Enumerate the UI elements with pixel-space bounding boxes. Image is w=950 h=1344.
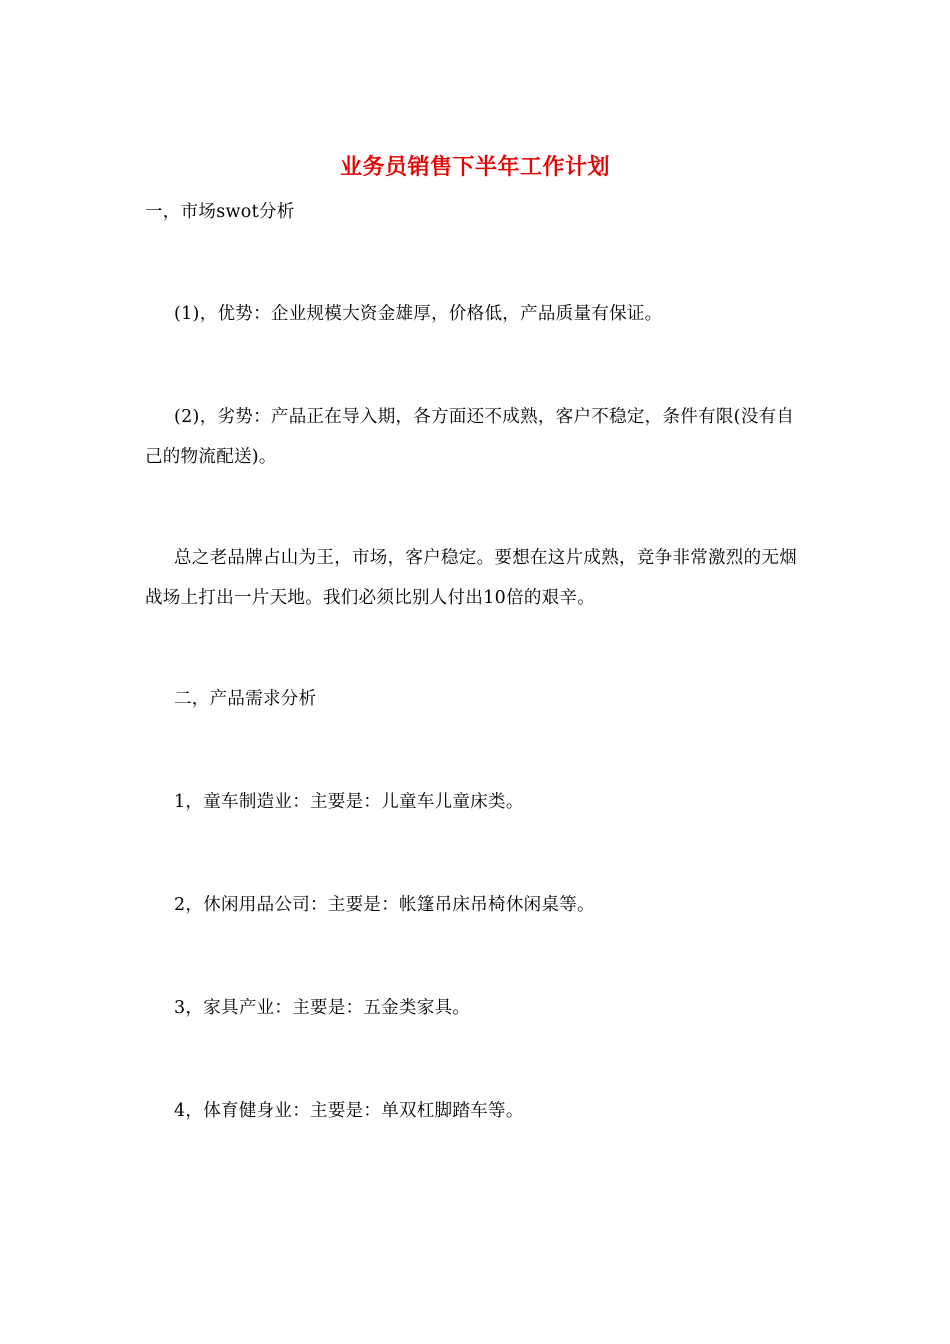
list-item-stroller-industry: 1，童车制造业：主要是：儿童车儿童床类。: [174, 792, 524, 812]
paragraph-strengths: (1)，优势：企业规模大资金雄厚，价格低，产品质量有保证。: [174, 304, 663, 324]
section-heading-swot: 一，市场swot分析: [145, 202, 295, 222]
document-title: 业务员销售下半年工作计划: [339, 155, 610, 180]
list-item-fitness-industry: 4，体育健身业：主要是：单双杠脚踏车等。: [174, 1101, 524, 1121]
paragraph-summary: 总之老品牌占山为王，市场，客户稳定。要想在这片成熟，竞争非常激烈的无烟战场上打出一片天地。我们必须比别人付出10倍的艰辛。: [145, 548, 797, 608]
paragraph-weaknesses: (2)，劣势：产品正在导入期，各方面还不成熟，客户不稳定，条件有限(没有自己的物流配送)。: [145, 407, 795, 467]
list-item-furniture-industry: 3，家具产业：主要是：五金类家具。: [174, 998, 471, 1018]
list-item-leisure-goods: 2，休闲用品公司：主要是：帐篷吊床吊椅休闲桌等。: [174, 895, 595, 915]
section-heading-demand: 二，产品需求分析: [174, 689, 317, 709]
